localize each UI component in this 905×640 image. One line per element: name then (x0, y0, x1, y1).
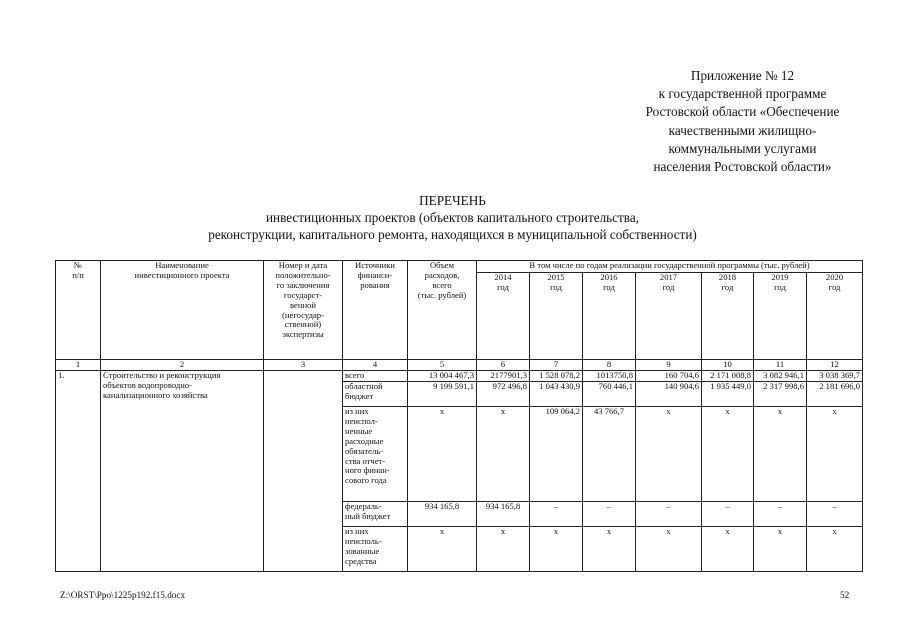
header-text: положительно- (275, 269, 331, 280)
source-line: расходные (345, 435, 384, 446)
column-number: 10 (702, 360, 754, 371)
year-value: 3 038 369,7 (807, 371, 863, 382)
year-value: – (636, 502, 702, 527)
column-number-row (56, 360, 863, 371)
table-row (56, 371, 863, 382)
funding-source (343, 502, 408, 527)
header-conclusion (264, 261, 343, 360)
header-text: п/п (72, 269, 84, 280)
source-line: сового года (345, 475, 387, 486)
title-line-1: инвестиционных проектов (объектов капитального строительства, (265, 210, 640, 225)
year-value: 3 082 946,1 (754, 371, 807, 382)
year-value: 109 064,2 (530, 407, 583, 502)
year-value: 1013750,8 (583, 371, 636, 382)
header-text: ственной) (284, 319, 322, 330)
column-number: 1 (56, 360, 101, 371)
header-text: 2014 (494, 272, 512, 282)
header-text: государст- (283, 289, 323, 300)
header-text: рования (360, 279, 390, 290)
column-number: 6 (477, 360, 530, 371)
appendix-note (600, 67, 885, 176)
header-text: 2017 (659, 272, 678, 282)
year-value: 2 171 008,8 (702, 371, 754, 382)
year-value: – (807, 502, 863, 527)
year-value: 2 181 696,0 (807, 382, 863, 407)
title-heading: ПЕРЕЧЕНЬ (419, 193, 486, 208)
appendix-line: Приложение № 12 (690, 68, 795, 83)
year-value: 760 446,1 (583, 382, 636, 407)
total-value: 9 199 591,1 (408, 382, 477, 407)
header-text: расходов, (424, 269, 460, 280)
header-text: № (73, 260, 83, 270)
footer-file-path: Z:\ORST\Ppo\1225p192.f15.docx (60, 590, 186, 600)
column-number: 2 (101, 360, 264, 371)
page-number: 52 (840, 590, 850, 600)
source-line: неисполь- (345, 535, 382, 546)
column-number: 11 (754, 360, 807, 371)
column-number: 12 (807, 360, 863, 371)
year-value: 1 528 078,2 (530, 371, 583, 382)
source-line: бюджет (345, 390, 374, 401)
funding-source (343, 527, 408, 572)
project-name (101, 371, 264, 572)
source-line: федераль- (345, 501, 382, 511)
project-name-line: объектов водопроводно- (103, 379, 193, 390)
header-text: всего (432, 279, 452, 290)
source-line: всего (345, 370, 365, 380)
year-value: x (477, 527, 530, 572)
year-value: 43 766,7 (583, 407, 636, 502)
column-number: 3 (264, 360, 343, 371)
project-conclusion (264, 371, 343, 572)
column-number: 7 (530, 360, 583, 371)
header-years-group: В том числе по годам реализации государственной программы (тыс. рублей) (477, 261, 863, 273)
source-line: ства отчет- (345, 455, 386, 466)
project-name-line: канализационного хозяйства (103, 389, 208, 400)
source-line: из них (345, 406, 369, 416)
header-year-2019 (754, 273, 807, 360)
investment-projects-table (55, 260, 863, 572)
header-text: год (774, 281, 786, 292)
year-value: x (636, 407, 702, 502)
header-text: финанси- (357, 269, 393, 280)
year-value: x (807, 407, 863, 502)
header-text: 2015 (547, 272, 565, 282)
header-text: год (550, 281, 562, 292)
total-value: x (408, 527, 477, 572)
funding-source (343, 407, 408, 502)
header-text: экспертизы (282, 329, 324, 340)
year-value: 2 317 998,6 (754, 382, 807, 407)
total-value: 934 165,8 (408, 502, 477, 527)
source-line: средства (345, 555, 377, 566)
source-line: обязатель- (345, 445, 384, 456)
year-value: 2177901,3 (477, 371, 530, 382)
header-year-2018 (702, 273, 754, 360)
header-text: Номер и дата (278, 260, 328, 270)
header-text: 2019 (771, 272, 789, 282)
header-text: (тыс. рублей) (417, 289, 467, 300)
title-line-2: реконструкции, капитального ремонта, находящихся в муниципальной собственности) (208, 227, 697, 242)
source-line: ненные (345, 425, 373, 436)
header-text: год (828, 281, 841, 292)
column-number: 8 (583, 360, 636, 371)
header-text: го заключения (276, 279, 330, 290)
source-line: зованные (345, 545, 380, 556)
year-value: – (702, 502, 754, 527)
header-text: 2016 (600, 272, 618, 282)
total-value: 13 004 467,3 (408, 371, 477, 382)
year-value: – (583, 502, 636, 527)
year-value: x (702, 407, 754, 502)
year-value: 934 165,8 (477, 502, 530, 527)
header-text: (негосудар- (282, 309, 324, 320)
total-value: x (408, 407, 477, 502)
header-text: 2018 (718, 272, 737, 282)
project-number: 1. (56, 371, 101, 572)
header-volume (408, 261, 477, 360)
column-number: 9 (636, 360, 702, 371)
funding-source (343, 382, 408, 407)
header-text: Источники (354, 260, 396, 270)
header-text: инвестиционного проекта (134, 269, 230, 280)
year-value: 1 935 449,0 (702, 382, 754, 407)
column-number: 4 (343, 360, 408, 371)
header-text: год (662, 281, 675, 292)
header-year-2015 (530, 273, 583, 360)
year-value: – (530, 502, 583, 527)
header-year-2014 (477, 273, 530, 360)
header-year-2020 (807, 273, 863, 360)
year-value: x (702, 527, 754, 572)
document-title (0, 192, 905, 243)
appendix-line: к государственной программе (658, 86, 827, 102)
header-name (101, 261, 264, 360)
year-value: x (583, 527, 636, 572)
header-text: год (603, 281, 615, 292)
year-value: x (754, 407, 807, 502)
year-value: 140 904,6 (636, 382, 702, 407)
year-value: 160 704,6 (636, 371, 702, 382)
year-value: x (530, 527, 583, 572)
header-year-2017 (636, 273, 702, 360)
year-value: – (754, 502, 807, 527)
header-text: 2020 (825, 272, 844, 282)
source-line: неиспол- (345, 415, 378, 426)
year-value: 972 496,8 (477, 382, 530, 407)
year-value: x (807, 527, 863, 572)
header-text: год (721, 281, 734, 292)
source-line: ный бюджет (345, 510, 391, 521)
appendix-line: качественными жилищно- (668, 122, 817, 138)
appendix-line: Ростовской области «Обеспечение (645, 104, 840, 120)
year-value: x (477, 407, 530, 502)
header-year-2016 (583, 273, 636, 360)
year-value: x (636, 527, 702, 572)
source-line: из них (345, 526, 369, 536)
appendix-line: коммунальными услугами (668, 140, 817, 156)
project-name-line: Строительство и реконструкция (103, 370, 221, 380)
header-num (56, 261, 101, 360)
header-text: Объем (429, 260, 455, 270)
column-number: 5 (408, 360, 477, 371)
year-value: x (754, 527, 807, 572)
header-text: год (497, 281, 509, 292)
header-text: венной (290, 299, 316, 310)
source-line: областной (345, 381, 383, 391)
year-value: 1 043 430,9 (530, 382, 583, 407)
source-line: ного финан- (345, 465, 390, 476)
appendix-line: населения Ростовской области» (653, 159, 832, 175)
header-text: Наименование (155, 260, 209, 270)
funding-source (343, 371, 408, 382)
header-source (343, 261, 408, 360)
